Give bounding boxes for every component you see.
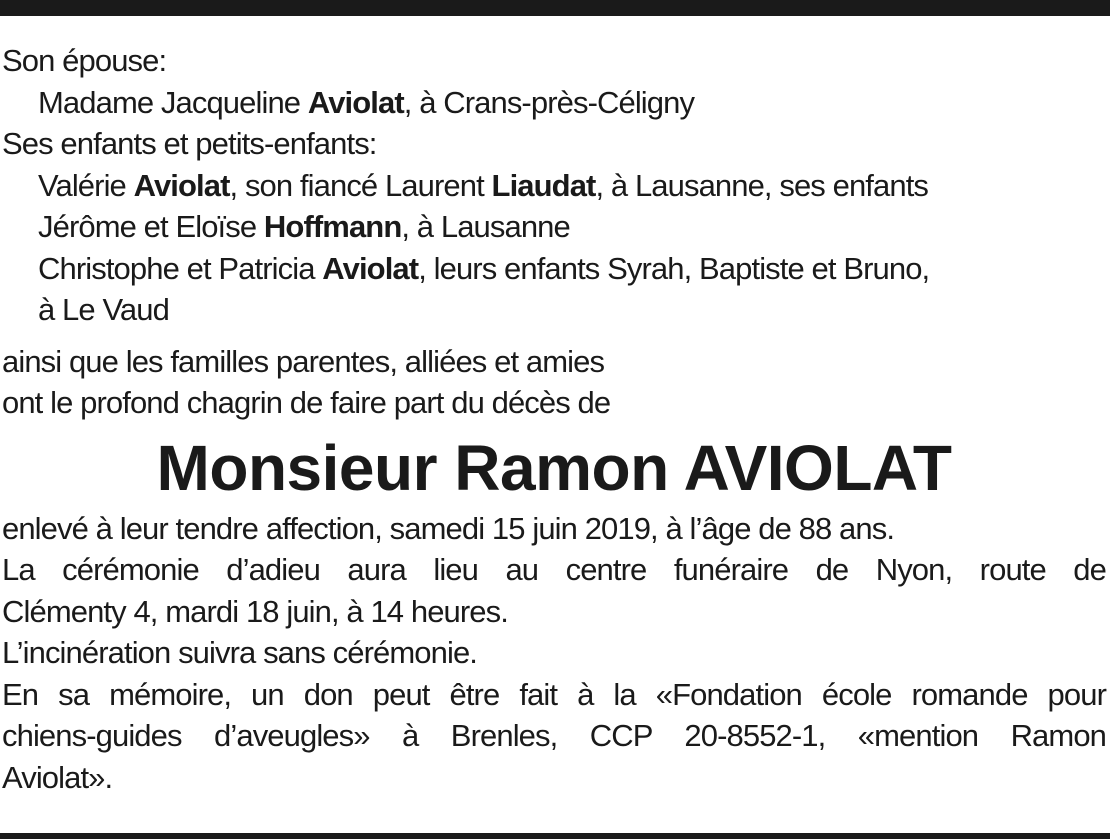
grandchild-surname: Hoffmann <box>263 209 402 244</box>
child-text: , son fiancé Laurent <box>229 167 492 203</box>
obituary-notice <box>2 40 1106 798</box>
bottom-rule <box>0 833 1110 839</box>
child-line-1 <box>2 165 1106 207</box>
spouse-heading: Son épouse: <box>2 43 167 78</box>
child-text: , à Lausanne, ses enfants <box>595 167 929 203</box>
children-heading: Ses enfants et petits-enfants: <box>2 126 377 161</box>
child-line-4: à Le Vaud <box>38 292 169 327</box>
details-line-3: Clémenty 4, mardi 18 juin, à 14 heures. <box>2 593 508 629</box>
spouse-text: Madame Jacqueline <box>38 84 308 120</box>
child-line-3 <box>2 248 1106 290</box>
families-line-1: ainsi que les familles parentes, alliées et amies <box>2 343 605 379</box>
deceased-name: Monsieur Ramon AVIOLAT <box>156 431 952 504</box>
details-line-2: La cérémonie d’adieu aura lieu au centre funéraire de Nyon, route de <box>2 552 1106 587</box>
grandchild-text: Jérôme et Eloïse <box>38 209 264 244</box>
grandchild-location: , à Lausanne <box>401 209 570 244</box>
details-line-7: Aviolat». <box>2 759 113 795</box>
details-line-4: L’incinération suivra sans cérémonie. <box>2 635 478 670</box>
spouse-line <box>2 82 1106 124</box>
child-line-2 <box>2 206 1106 248</box>
details-line-5: En sa mémoire, un don peut être fait à la «Fondation école romande pour <box>2 676 1106 712</box>
child-text: , leurs enfants Syrah, Baptiste et Bruno, <box>418 250 930 286</box>
spouse-surname: Aviolat <box>307 84 404 120</box>
fiance-surname: Liaudat <box>491 167 596 203</box>
spouse-location: , à Crans-près-Céligny <box>403 84 695 120</box>
top-rule <box>0 0 1110 16</box>
families-line-2: ont le profond chagrin de faire part du décès de <box>2 385 611 420</box>
child-surname: Aviolat <box>322 250 419 286</box>
child-text: Christophe et Patricia <box>38 250 323 286</box>
child-text: Valérie <box>38 167 134 203</box>
details-line-6: chiens-guides d’aveugles» à Brenles, CCP 20-8552-1, «mention Ramon <box>2 718 1106 753</box>
child-surname: Aviolat <box>133 167 230 203</box>
details-line-1: enlevé à leur tendre affection, samedi 15 juin 2019, à l’âge de 88 ans. <box>2 510 895 546</box>
